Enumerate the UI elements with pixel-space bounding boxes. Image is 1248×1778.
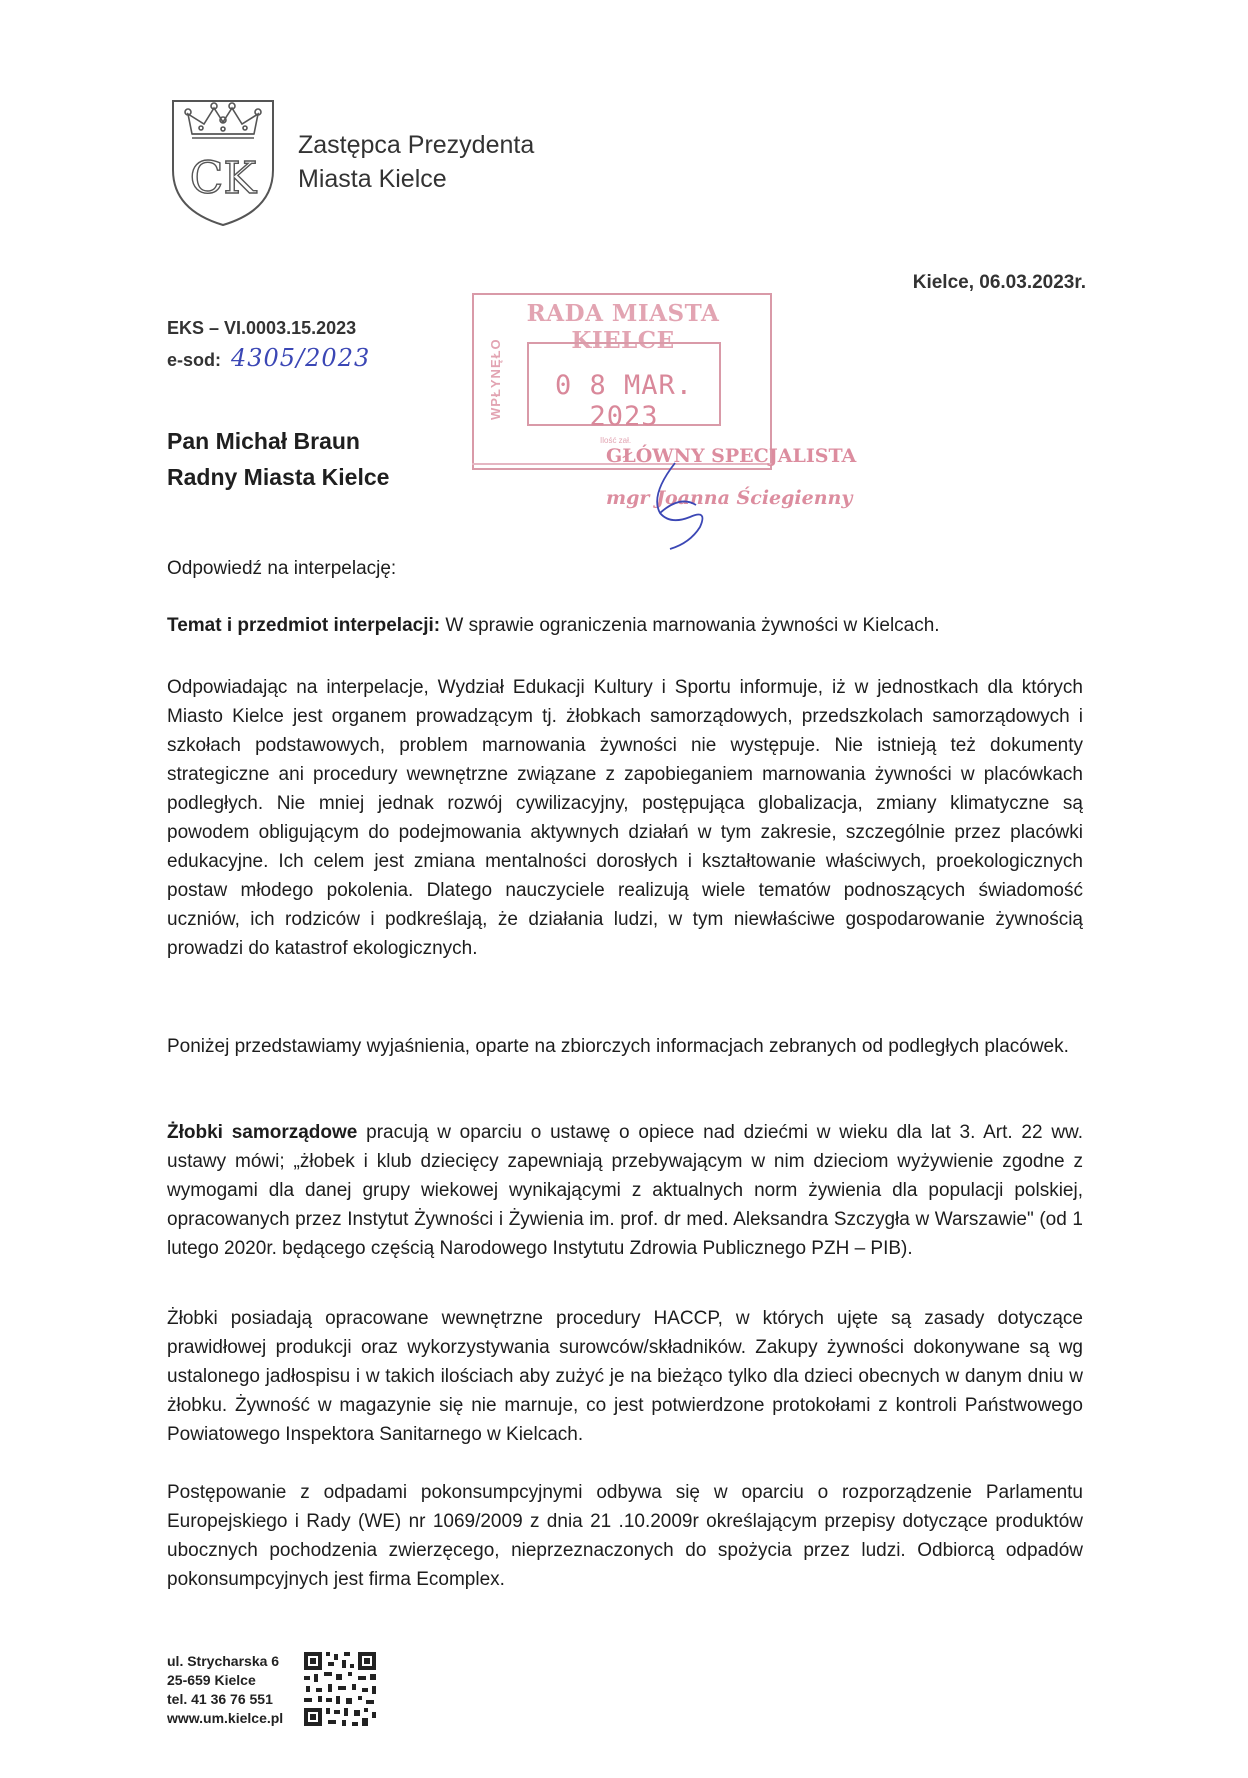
paragraph-3-text: pracują w oparciu o ustawę o opiece nad dziećmi w wieku dla lat 3. Art. 22 ww. ustawy mówi; „żłobek i klub dziecięcy zapewniają przebywającym w nim dzieciom wyżywienie zgodne z wymogami dla danej grupy wiekowej wynikającymi z aktualnych norm żywienia dla populacji polskiej, opracowanych przez Instytut Żywności i Żywienia im. prof. dr med. Aleksandra Szczygła w Warszawie" (od 1 lutego 2020r. będącego częścią Narodowego Instytutu Zdrowia Publicznego PZH – PIB). xyxy=(167,1122,1083,1259)
recipient-block xyxy=(167,423,389,495)
stamp-role: GŁÓWNY SPECJALISTA xyxy=(606,445,857,467)
handwritten-signature xyxy=(630,455,720,555)
letter-date: Kielce, 06.03.2023r. xyxy=(912,272,1086,293)
paragraph-5: Postępowanie z odpadami pokonsumpcyjnymi odbywa się w oparciu o rozporządzenie Parlamentu Europejskiego i Rady (WE) nr 1069/2009 z dnia 21 .10.2009r określającym przepisy dotyczące produktów ubocznych pochodzenia zwierzęcego, nieprzeznaczonych do spożycia przez ludzi. Odbiorcą odpadów pokonsumpcyjnych jest firma Ecomplex. xyxy=(167,1482,1083,1590)
intro-line: Odpowiedź na interpelację: xyxy=(167,558,397,579)
stamp-small-text: Ilość zał. xyxy=(600,436,632,445)
esod-line xyxy=(167,343,370,375)
subject-label: Temat i przedmiot interpelacji: xyxy=(167,615,441,636)
esod-label: e-sod: xyxy=(167,350,221,370)
subject-line xyxy=(167,611,1083,640)
paragraph-3-bold: Żłobki samorządowe xyxy=(167,1122,358,1143)
reference-block xyxy=(167,313,370,375)
esod-handwritten-value: 4305/2023 xyxy=(231,344,371,372)
recipient-name: Pan Michał Braun xyxy=(167,428,360,454)
stamp-name: mgr Joanna Ściegienny xyxy=(606,487,853,509)
svg-text:CK: CK xyxy=(189,153,257,204)
qr-code xyxy=(302,1650,378,1728)
stamp-date: 0 8 MAR. 2023 xyxy=(554,370,694,432)
paragraph-4: Żłobki posiadają opracowane wewnętrzne procedury HACCP, w których ujęte są zasady dotyczące prawidłowej produkcji oraz wykorzystywania surowców/składników. Zakupy żywności dokonywane są wg ustalonego jadłospisu i w takich ilościach aby zużyć je na bieżąco tylko dla dzieci obecnych w danym dniu w żłobku. Żywność w magazynie się nie marnuje, co jest potwierdzone protokołami z kontroli Państwowego Powiatowego Inspektora Sanitarnego w Kielcach. xyxy=(167,1308,1083,1445)
office-title xyxy=(298,128,534,196)
paragraph-2: Poniżej przedstawiamy wyjaśnienia, oparte na zbiorczych informacjach zebranych od podległych placówek. xyxy=(167,1036,1069,1057)
case-number: EKS – VI.0003.15.2023 xyxy=(167,318,357,338)
subject-text: W sprawie ograniczenia marnowania żywności w Kielcach. xyxy=(440,615,940,636)
footer-website: www.um.kielce.pl xyxy=(167,1710,284,1726)
stamp-vertical-label: WPŁYNĘŁO xyxy=(488,338,503,420)
recipient-role: Radny Miasta Kielce xyxy=(167,464,390,490)
office-title-line2: Miasta Kielce xyxy=(298,165,447,193)
stamp-title: RADA MIASTA KIELCE xyxy=(526,300,720,354)
paragraph-3 xyxy=(167,1118,1083,1263)
kielce-crest-logo xyxy=(170,98,276,228)
footer-street: ul. Strycharska 6 xyxy=(167,1653,280,1669)
footer-phone: tel. 41 36 76 551 xyxy=(167,1691,273,1707)
footer-address xyxy=(167,1652,283,1728)
office-title-line1: Zastępca Prezydenta xyxy=(298,131,535,159)
footer-postal: 25-659 Kielce xyxy=(167,1672,256,1688)
paragraph-1: Odpowiadając na interpelacje, Wydział Edukacji Kultury i Sportu informuje, iż w jednostkach dla których Miasto Kielce jest organem prowadzącym tj. żłobkach samorządowych, przedszkolach samorządowych i szkołach podstawowych, problem marnowania żywności nie występuje. Nie istnieją też dokumenty strategiczne ani procedury wewnętrzne związane z zapobieganiem marnowania żywności w placówkach podległych. Nie mniej jednak rozwój cywilizacyjny, postępująca globalizacja, zmiany klimatyczne są powodem obligującym do podejmowania aktywnych działań w tym zakresie, szczególnie przez placówki edukacyjne. Ich celem jest zmiana mentalności dorosłych i kształtowanie właściwych, proekologicznych postaw młodego pokolenia. Dlatego nauczyciele realizują wiele tematów podnoszących świadomość uczniów, ich rodziców i podkreślają, że działania ludzi, w tym niewłaściwe gospodarowanie żywnością prowadzi do katastrof ekologicznych. xyxy=(167,677,1083,959)
